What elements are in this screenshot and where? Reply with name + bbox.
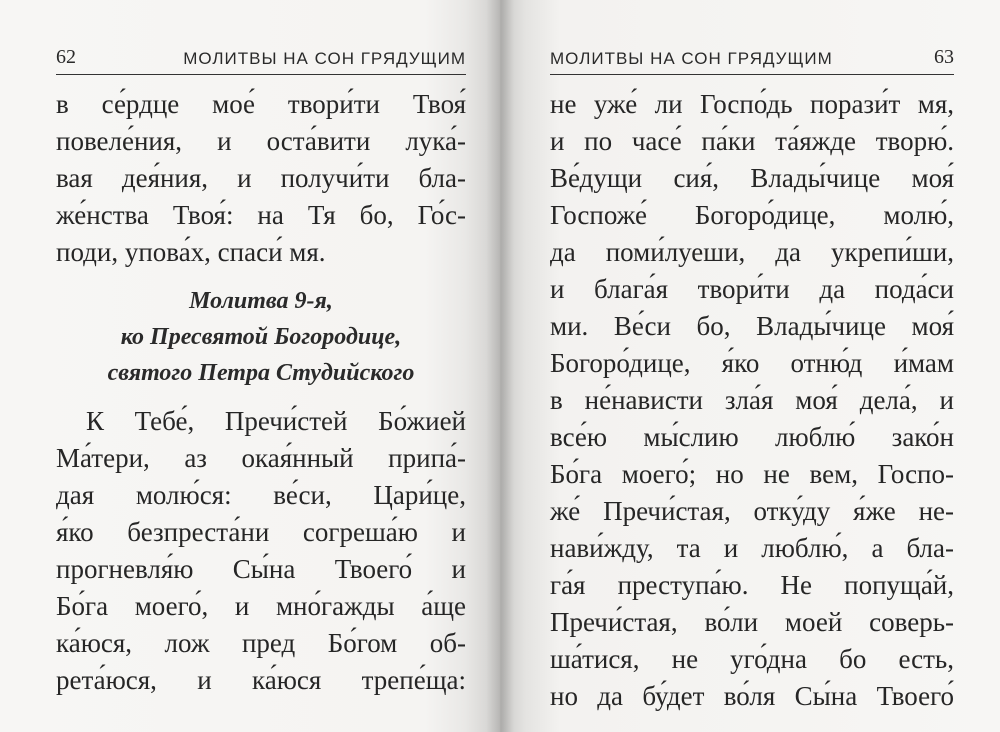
text-line: вая дея́ния, и получи́ти бла- [56, 163, 466, 193]
text-line: ми. Ве́си бо, Влады́чице моя́ [550, 311, 954, 341]
text-line: ка́юся, лож пред Бо́гом об- [56, 628, 466, 658]
text-line: не уже́ ли Госпо́дь порази́т мя, [550, 89, 954, 119]
left-running-head [56, 46, 466, 74]
text-line: га́я преступа́ю. Не попуща́й, [550, 570, 954, 600]
text-line: Бо́га моего́; но не вем, Госпо- [550, 459, 954, 489]
header-rule-right [550, 74, 954, 75]
text-line: рета́юся, и ка́юся трепе́ща: [56, 665, 466, 695]
prayer-heading-line-3: святого Петра Студийского [107, 360, 415, 386]
text-line: и по часе́ па́ки та́яжде творю́. [550, 126, 954, 156]
text-line: повеле́ния, и оста́вити лука́- [56, 126, 466, 156]
running-title-left: МОЛИТВЫ НА СОН ГРЯДУЩИМ [183, 49, 466, 68]
text-line: нави́жду, та и люблю́, а бла- [550, 533, 954, 563]
running-title-right: МОЛИТВЫ НА СОН ГРЯДУЩИМ [550, 49, 833, 68]
text-line: Бо́га моего́, и мно́гажды а́ще [56, 591, 466, 621]
text-line: Ве́дущи сия́, Влады́чице моя́ [550, 163, 954, 193]
text-line: все́ю мы́слию люблю́ зако́н [550, 422, 954, 452]
prayer-heading-line-1: Молитва 9-я, [189, 288, 333, 314]
text-line: я́ко безпреста́ни согреша́ю и [56, 517, 466, 547]
text-line: прогневля́ю Сы́на Твоего́ и [56, 554, 466, 584]
text-line: в не́нависти зла́я моя́ дела́, и [550, 385, 954, 415]
text-line: К Тебе́, Пречи́стей Бо́жией [86, 406, 466, 436]
header-rule-left [56, 74, 466, 75]
right-running-head [550, 46, 954, 74]
text-line: Богоро́дице, я́ко отню́д и́мам [550, 348, 954, 378]
book-gutter-shadow [486, 0, 514, 732]
text-line: же́ Пречи́стая, отку́ду я́же не- [550, 496, 954, 526]
text-line: но да бу́дет во́ля Сы́на Твоего́ [550, 681, 954, 711]
prayer-heading-line-2: ко Пресвятой Богородице, [120, 324, 402, 350]
right-page [500, 0, 1000, 732]
text-line: да поми́луеши, да укрепи́ши, [550, 237, 954, 267]
text-line: в се́рдце мое́ твори́ти Твоя́ [56, 89, 466, 119]
text-line: поди, упова́х, спаси́ мя. [56, 237, 326, 267]
text-line: Ма́тери, аз окая́нный припа́- [56, 443, 466, 473]
text-line: же́нства Твоя́: на Тя бо, Го́с- [56, 200, 466, 230]
text-line: Пречи́стая, во́ли моей соверь- [550, 607, 954, 637]
page-number-left: 62 [56, 46, 76, 68]
page-number-right: 63 [934, 46, 954, 68]
text-line: Госпоже́ Богоро́дице, молю́, [550, 200, 954, 230]
text-line: ша́тися, не уго́дна бо есть, [550, 644, 954, 674]
text-line: дая молю́ся: ве́си, Цари́це, [56, 480, 466, 510]
text-line: и блага́я твори́ти да пода́си [550, 274, 954, 304]
